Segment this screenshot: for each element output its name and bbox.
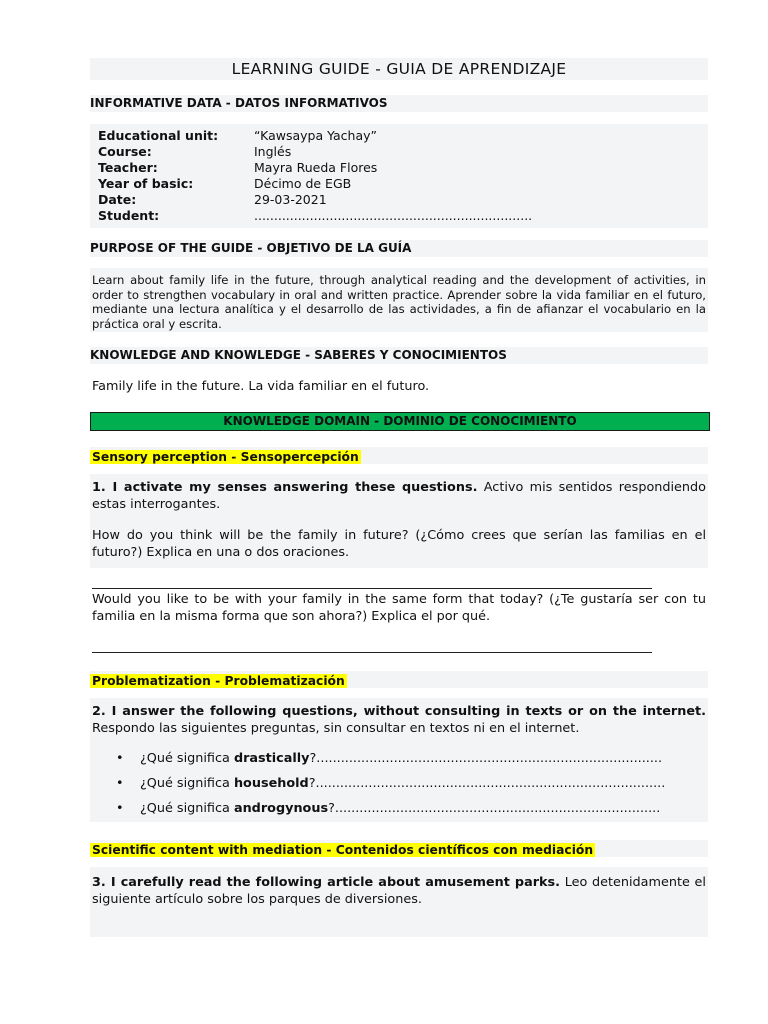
section1-q1: How do you think will be the family in future? (¿Cómo crees que serían las familias en el futuro?) Explica en una o dos oraciones.: [92, 528, 706, 560]
section1-question-rest: Activo mis sentidos respondiendo estas interrogantes.: [92, 480, 706, 512]
answer-line-1: [92, 588, 652, 589]
section1-row: [90, 447, 708, 464]
bullet-prefix: ¿Qué significa: [140, 776, 234, 791]
info-value: 29-03-2021: [254, 192, 327, 207]
info-label: Date:: [98, 192, 137, 207]
section1-question-bold: 1. I activate my senses answering these questions.: [92, 480, 478, 495]
info-label: Teacher:: [98, 160, 158, 175]
section2-label: Problematization - Problematización: [92, 674, 345, 688]
info-value: Inglés: [254, 144, 292, 159]
bullet-suffix: ?......................................................................................: [308, 776, 666, 791]
informative-header: INFORMATIVE DATA - DATOS INFORMATIVOS: [90, 95, 708, 112]
info-value: Décimo de EGB: [254, 176, 352, 191]
bullet-word: drastically: [233, 751, 310, 766]
section3-question-bold: 3. I carefully read the following article about amusement parks.: [92, 875, 560, 890]
info-value: Mayra Rueda Flores: [254, 160, 378, 175]
knowledge-text: Family life in the future. La vida familiar en el futuro.: [92, 379, 430, 394]
bullet-dot: •: [116, 801, 124, 816]
bullet-suffix: ?.....................................................................................: [309, 751, 663, 766]
section2-row: [90, 671, 708, 688]
bullet-item: [140, 775, 665, 792]
bullet-dot: •: [116, 776, 124, 791]
section1-q2: Would you like to be with your family in the same form that today? (¿Te gustaría ser con tu familia en la misma forma que son ahora?) Explica el por qué.: [92, 592, 706, 624]
info-value: “Kawsaypa Yachay”: [254, 128, 377, 143]
section3-label: Scientific content with mediation - Contenidos científicos con mediación: [92, 843, 594, 857]
bullet-prefix: ¿Qué significa: [140, 801, 234, 816]
section3-question-rest: Leo detenidamente el siguiente artículo sobre los parques de diversiones.: [92, 875, 706, 907]
section3-row: [90, 840, 708, 857]
section1-label: Sensory perception - Sensopercepción: [92, 450, 359, 464]
bullet-dot: •: [116, 751, 124, 766]
section1-question: [92, 479, 706, 513]
bullet-word: household: [233, 776, 309, 791]
info-label: Year of basic:: [98, 176, 194, 191]
bullet-suffix: ?................................................................................: [328, 801, 661, 816]
bullet-item: [140, 750, 662, 767]
purpose-text: Learn about family life in the future, through analytical reading and the development of activities, in order to strengthen vocabulary in oral and written practice. Aprender sobre la vida familiar en el futuro, mediante una lectura analítica y el desarrollo de las actividades, a fin de afianzar el vocabulario en la práctica oral y escrita.: [92, 273, 706, 331]
section2-question-bold: 2. I answer the following questions, without consulting in texts or on the internet.: [92, 704, 706, 719]
info-value: ......................................................................: [254, 208, 533, 223]
bullet-prefix: ¿Qué significa: [140, 751, 234, 766]
section3-question: [92, 874, 706, 908]
knowledge-header: KNOWLEDGE AND KNOWLEDGE - SABERES Y CONOCIMIENTOS: [90, 347, 708, 364]
info-label: Student:: [98, 208, 160, 223]
bullet-word: androgynous: [233, 801, 329, 816]
section2-question-rest: Respondo las siguientes preguntas, sin consultar en textos ni en el internet.: [92, 721, 580, 736]
page-title: LEARNING GUIDE - GUIA DE APRENDIZAJE: [90, 58, 708, 80]
bullet-item: [140, 800, 660, 817]
purpose-header: PURPOSE OF THE GUIDE - OBJETIVO DE LA GUÍA: [90, 240, 708, 257]
info-label: Educational unit:: [98, 128, 219, 143]
knowledge-domain-banner: KNOWLEDGE DOMAIN - DOMINIO DE CONOCIMIENTO: [90, 412, 710, 431]
section2-question: [92, 703, 706, 737]
info-label: Course:: [98, 144, 152, 159]
answer-line-2: [92, 652, 652, 653]
